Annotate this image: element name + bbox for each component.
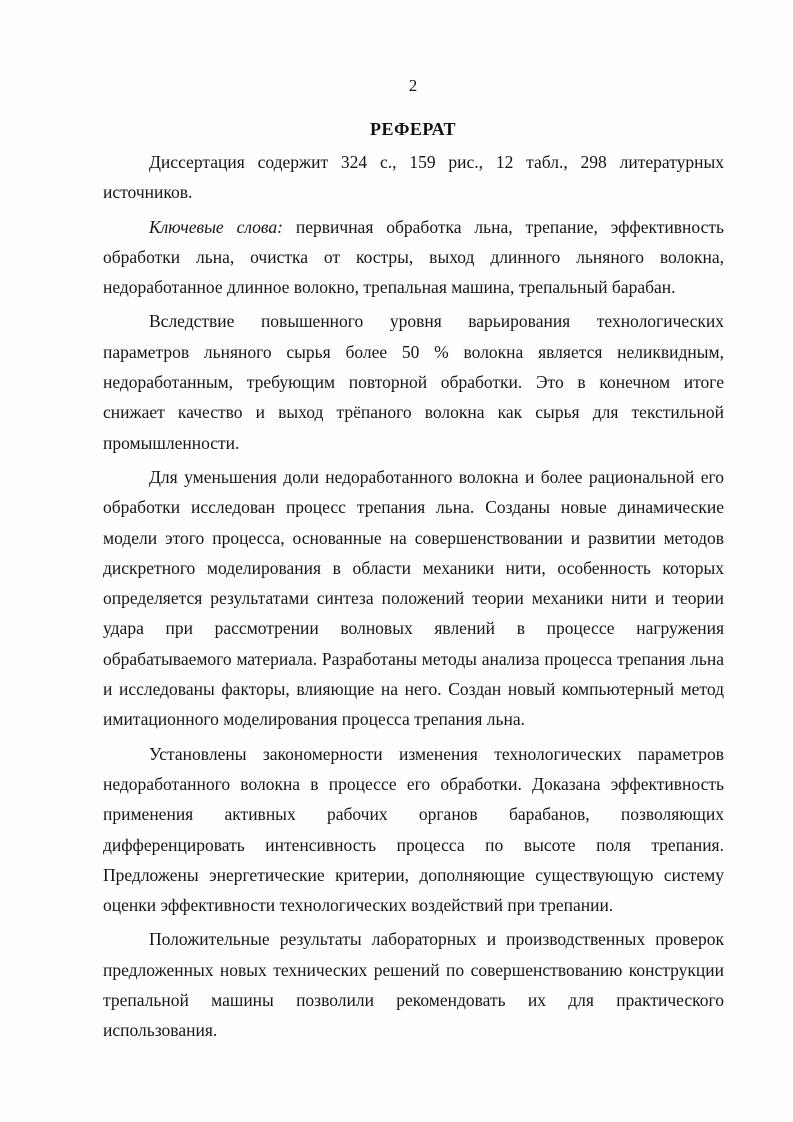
paragraph-conclusion: Положительные результаты лабораторных и производственных проверок предложенных новых технических решений по совершенствованию конструкции трепальной машины позволили рекомендовать их для практического использования. xyxy=(103,929,724,1041)
paragraph-rationale: Вследствие повышенного уровня варьирования технологических параметров льняного сырья более 50 % волокна является неликвидным, недоработанным, требующим повторной обработки. Это в конечном итоге снижает качество и выход трёпаного волокна как сырья для текстильной промышленности. xyxy=(103,311,724,453)
page-number: 2 xyxy=(408,76,418,95)
paragraph-findings: Установлены закономерности изменения технологических параметров недоработанного волокна в процессе его обработки. Доказана эффективность применения активных рабочих органов барабанов, позволяющих дифференцировать интенсивность процесса по высоте поля трепания. Предложены энергетические критерии, дополняющие существующую систему оценки эффективности технологических воздействий при трепании. xyxy=(103,743,724,916)
keywords-label: Ключевые слова: xyxy=(149,216,283,237)
paragraph-research: Для уменьшения доли недоработанного волокна и более рациональной его обработки исследован процесс трепания льна. Созданы новые динамические модели этого процесса, основанные на совершенствовании и развитии методов дискретного моделирования в области механики нити, особенность которых определяется результатами синтеза положений теории механики нити и теории удара при рассмотрении волновых явлений в процессе нагружения обрабатываемого материала. Разработаны методы анализа процесса трепания льна и исследованы факторы, влияющие на него. Создан новый компьютерный метод имитационного моделирования процесса трепания льна. xyxy=(103,466,724,730)
keywords-paragraph xyxy=(103,212,724,303)
abstract-body xyxy=(103,147,724,1046)
stats-paragraph: Диссертация содержит 324 с., 159 рис., 12 табл., 298 литературных источников. xyxy=(103,152,724,203)
keywords-text: первичная обработка льна, трепание, эффективность обработки льна, очистка от костры, выход длинного льняного волокна, недоработанное длинное волокно, трепальная машина, трепальный барабан. xyxy=(103,216,725,298)
page-title: РЕФЕРАТ xyxy=(369,119,457,139)
